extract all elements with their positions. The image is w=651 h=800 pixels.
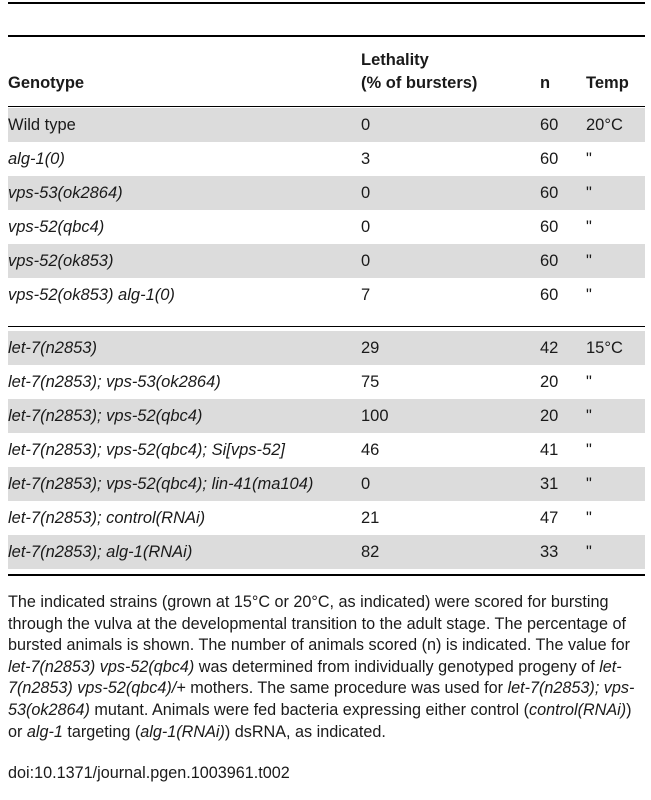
temp-cell: ": [586, 509, 592, 527]
temp-cell: ": [586, 252, 592, 270]
n-cell: 60: [540, 116, 559, 134]
lethality-cell: 21: [361, 509, 380, 527]
table-row: [8, 244, 645, 278]
lethality-cell: 0: [361, 252, 371, 270]
genotype-cell: alg-1(0): [8, 150, 65, 168]
lethality-cell: 75: [361, 373, 380, 391]
n-cell: 60: [540, 150, 559, 168]
genotype-cell: let-7(n2853): [8, 339, 97, 357]
genotype-cell: let-7(n2853); vps-52(qbc4): [8, 407, 203, 425]
table-row: [8, 433, 645, 467]
n-cell: 31: [540, 475, 559, 493]
lethality-cell: 3: [361, 150, 371, 168]
n-cell: 33: [540, 543, 559, 561]
lethality-cell: 46: [361, 441, 380, 459]
temp-cell: ": [586, 407, 592, 425]
temp-cell: ": [586, 218, 592, 236]
group-separator-rule: [8, 326, 645, 327]
genotype-cell: vps-53(ok2864): [8, 184, 123, 202]
genotype-cell: vps-52(qbc4): [8, 218, 105, 236]
table-row: [8, 210, 645, 244]
lethality-cell: 100: [361, 407, 389, 425]
table-row: [8, 365, 645, 399]
temp-cell: ": [586, 441, 592, 459]
header-lethality-line2: (% of bursters): [361, 74, 478, 92]
header-lethality-line1: Lethality: [361, 51, 429, 69]
genotype-cell: vps-52(ok853) alg-1(0): [8, 286, 175, 304]
genotype-cell: vps-52(ok853): [8, 252, 114, 270]
genotype-cell: Wild type: [8, 116, 76, 134]
header-temp: Temp: [586, 74, 629, 92]
table-footnote: The indicated strains (grown at 15°C or 20°C, as indicated) were scored for bursting through the vulva at the developmental transition to the adult stage. The percentage of bursted animals is shown. The number of animals scored (n) is indicated. The value for let-7(n2853) vps-52(qbc4) was determined from individually genotyped progeny of let-7(n2853) vps-52(qbc4)/+ mothers. The same procedure was used for let-7(n2853); vps-53(ok2864) mutant. Animals were fed bacteria expressing either control (control(RNAi)) or alg-1 targeting (alg-1(RNAi)) dsRNA, as indicated.: [8, 593, 635, 741]
n-cell: 60: [540, 184, 559, 202]
header-genotype: Genotype: [8, 74, 85, 92]
table-row: [8, 467, 645, 501]
n-cell: 41: [540, 441, 559, 459]
table-header-top-rule: [8, 35, 645, 37]
genotype-cell: let-7(n2853); vps-53(ok2864): [8, 373, 221, 391]
temp-cell: ": [586, 286, 592, 304]
temp-cell: ": [586, 150, 592, 168]
n-cell: 20: [540, 373, 559, 391]
n-cell: 60: [540, 218, 559, 236]
genotype-cell: let-7(n2853); vps-52(qbc4); Si[vps-52]: [8, 441, 285, 459]
table-row: [8, 399, 645, 433]
temp-cell: ": [586, 373, 592, 391]
temp-cell: 15°C: [586, 339, 623, 357]
lethality-cell: 0: [361, 475, 371, 493]
n-cell: 42: [540, 339, 559, 357]
lethality-cell: 82: [361, 543, 380, 561]
doi-link[interactable]: doi:10.1371/journal.pgen.1003961.t002: [8, 764, 290, 782]
table-row: [8, 278, 645, 312]
lethality-cell: 7: [361, 286, 371, 304]
table-row: [8, 331, 645, 365]
n-cell: 60: [540, 252, 559, 270]
table-row: [8, 108, 645, 142]
n-cell: 20: [540, 407, 559, 425]
header-n: n: [540, 74, 551, 92]
n-cell: 47: [540, 509, 559, 527]
genotype-cell: let-7(n2853); control(RNAi): [8, 509, 206, 527]
temp-cell: ": [586, 475, 592, 493]
n-cell: 60: [540, 286, 559, 304]
table-row: [8, 501, 645, 535]
lethality-cell: 0: [361, 184, 371, 202]
genotype-cell: let-7(n2853); vps-52(qbc4); lin-41(ma104): [8, 475, 314, 493]
lethality-cell: 0: [361, 218, 371, 236]
table-top-rule: [8, 2, 645, 4]
table-bottom-rule: [8, 574, 645, 576]
genotype-cell: let-7(n2853); alg-1(RNAi): [8, 543, 193, 561]
temp-cell: 20°C: [586, 116, 623, 134]
lethality-cell: 0: [361, 116, 371, 134]
temp-cell: ": [586, 543, 592, 561]
temp-cell: ": [586, 184, 592, 202]
lethality-cell: 29: [361, 339, 380, 357]
table-header-bottom-rule: [8, 106, 645, 107]
table-row: [8, 176, 645, 210]
table-row: [8, 142, 645, 176]
table-row: [8, 535, 645, 569]
